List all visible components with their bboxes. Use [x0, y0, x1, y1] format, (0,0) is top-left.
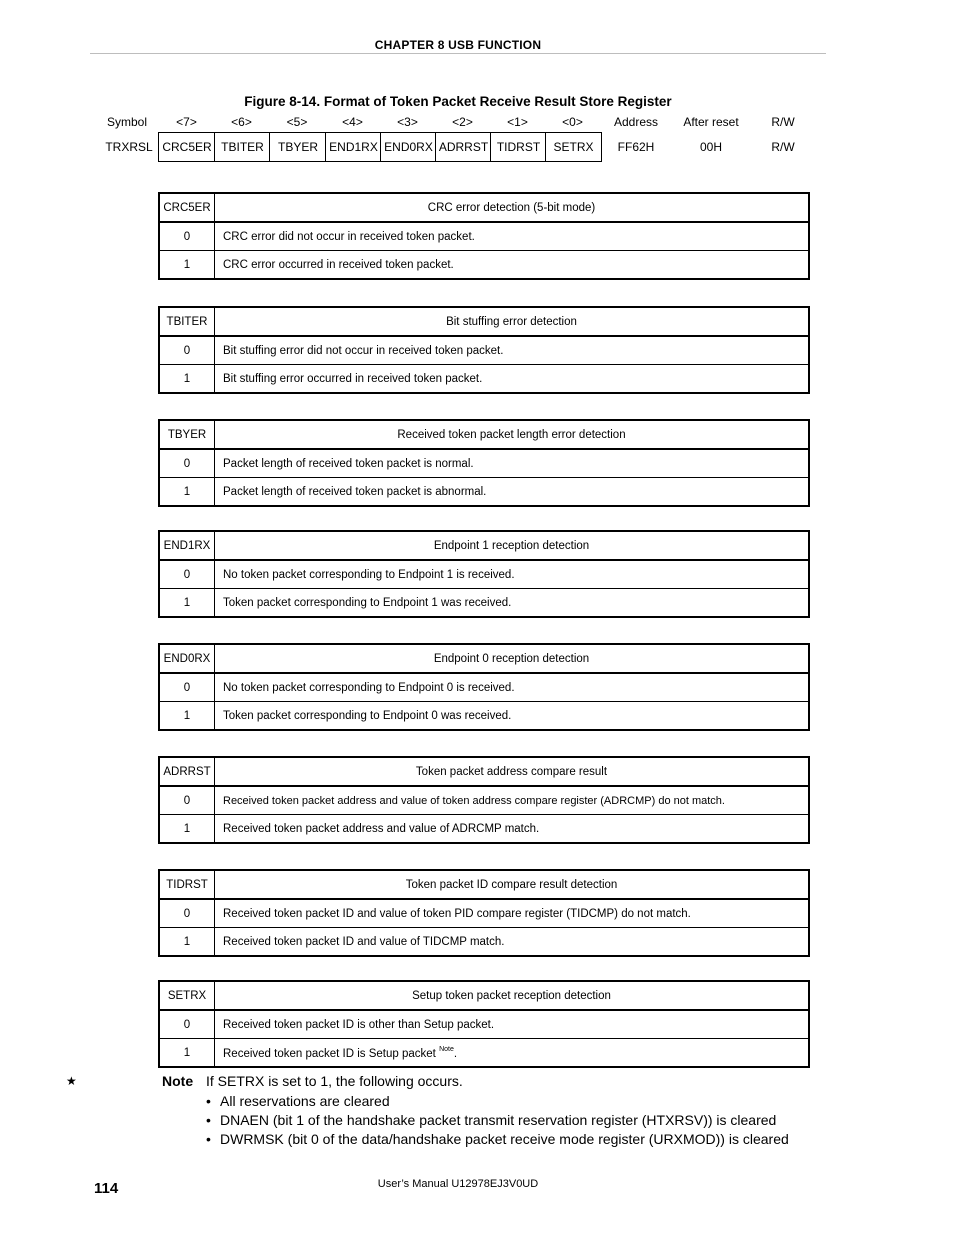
bit-name: ADRRST	[159, 757, 215, 786]
figure-title: Figure 8-14. Format of Token Packet Receive Result Store Register	[244, 94, 672, 109]
label-rw: R/W	[771, 115, 795, 129]
register-bit-cell: SETRX	[545, 132, 602, 162]
bit-description: Token packet ID compare result detection	[215, 870, 810, 899]
register-rw: R/W	[771, 140, 795, 154]
bit-value: 0	[159, 222, 215, 251]
bit-table-tidrst	[158, 869, 810, 957]
bit-description: Bit stuffing error detection	[215, 307, 810, 336]
bit-value: 0	[159, 560, 215, 589]
list-item	[206, 1092, 789, 1111]
bit-meaning: Token packet corresponding to Endpoint 0 was received.	[215, 702, 810, 731]
register-bit-cell: CRC5ER	[158, 132, 215, 162]
bullet-text: DWRMSK (bit 0 of the data/handshake packet receive mode register (URXMOD)) is cleared	[220, 1131, 789, 1147]
register-bit-cell: TBITER	[214, 132, 270, 162]
bit-meaning: Token packet corresponding to Endpoint 1 was received.	[215, 589, 810, 618]
bit-meaning: Packet length of received token packet is normal.	[215, 449, 810, 478]
register-row	[0, 132, 954, 162]
bit-meaning: CRC error occurred in received token packet.	[215, 251, 810, 280]
bit-meaning: Received token packet ID and value of token PID compare register (TIDCMP) do not match.	[215, 899, 810, 928]
bullet-text: DNAEN (bit 1 of the handshake packet transmit reservation register (HTXRSV)) is cleared	[220, 1112, 777, 1128]
label-bit3: <3>	[397, 115, 418, 129]
bit-value: 1	[159, 815, 215, 844]
bullet-icon: •	[206, 1131, 211, 1147]
bit-meaning: Packet length of received token packet is abnormal.	[215, 478, 810, 507]
bit-meaning	[215, 1039, 810, 1068]
label-bit0: <0>	[562, 115, 583, 129]
bit-value: 0	[159, 1010, 215, 1039]
bit-meaning: Bit stuffing error did not occur in received token packet.	[215, 336, 810, 365]
bit-meaning: CRC error did not occur in received token packet.	[215, 222, 810, 251]
bit-table-tbyer	[158, 419, 810, 507]
page-number: 114	[94, 1180, 119, 1197]
label-after-reset: After reset	[683, 115, 739, 129]
note-text: If SETRX is set to 1, the following occurs.	[206, 1073, 463, 1089]
bit-description: Received token packet length error detection	[215, 420, 810, 449]
bit-meaning: Received token packet ID is other than Setup packet.	[215, 1010, 810, 1039]
label-address: Address	[613, 115, 659, 129]
bit-meaning: Received token packet address and value of ADRCMP match.	[215, 815, 810, 844]
label-bit6: <6>	[231, 115, 252, 129]
register-symbol: TRXRSL	[105, 140, 153, 154]
bit-value: 0	[159, 786, 215, 815]
bit-meaning-text: Received token packet ID is Setup packet	[223, 1047, 436, 1060]
register-after-reset: 00H	[699, 140, 722, 154]
register-bit-cell: TBYER	[269, 132, 326, 162]
bit-value: 0	[159, 449, 215, 478]
bit-table-end0rx	[158, 643, 810, 731]
register-bit-cell: END0RX	[380, 132, 436, 162]
list-item	[206, 1111, 789, 1130]
bit-name: TBITER	[159, 307, 215, 336]
bit-meaning: No token packet corresponding to Endpoint 1 is received.	[215, 560, 810, 589]
bit-meaning: Received token packet address and value of token address compare register (ADRCMP) do not match.	[215, 786, 810, 815]
bit-value: 0	[159, 673, 215, 702]
bit-table-end1rx	[158, 530, 810, 618]
note-reference: Note	[439, 1045, 454, 1053]
bit-meaning-period: .	[453, 1047, 458, 1060]
bit-description: Setup token packet reception detection	[215, 981, 810, 1010]
bullet-icon: •	[206, 1112, 211, 1128]
header-rule	[90, 53, 826, 54]
bit-value: 1	[159, 365, 215, 394]
bit-name: END0RX	[159, 644, 215, 673]
bit-value: 1	[159, 478, 215, 507]
register-address: FF62H	[617, 140, 655, 154]
bit-value: 1	[159, 1039, 215, 1068]
bit-meaning: No token packet corresponding to Endpoint 0 is received.	[215, 673, 810, 702]
label-bit4: <4>	[342, 115, 363, 129]
bit-description: Endpoint 0 reception detection	[215, 644, 810, 673]
note-bullet-list	[206, 1092, 789, 1149]
footer-manual-id: User’s Manual U12978EJ3V0UD	[377, 1178, 539, 1190]
register-labels-row	[0, 115, 954, 131]
label-bit1: <1>	[507, 115, 528, 129]
bullet-text: All reservations are cleared	[220, 1093, 390, 1109]
register-bit-cell: END1RX	[325, 132, 381, 162]
label-symbol: Symbol	[106, 115, 147, 129]
bit-description: Endpoint 1 reception detection	[215, 531, 810, 560]
bit-name: END1RX	[159, 531, 215, 560]
bit-value: 1	[159, 702, 215, 731]
register-bit-cell: ADRRST	[435, 132, 491, 162]
bit-name: TIDRST	[159, 870, 215, 899]
revision-star-icon: ★	[66, 1074, 77, 1088]
bit-value: 0	[159, 336, 215, 365]
bit-table-tbiter	[158, 306, 810, 394]
bit-name: CRC5ER	[159, 193, 215, 222]
list-item	[206, 1130, 789, 1149]
label-bit2: <2>	[452, 115, 473, 129]
label-bit5: <5>	[286, 115, 308, 129]
bit-name: SETRX	[159, 981, 215, 1010]
chapter-header: CHAPTER 8 USB FUNCTION	[374, 38, 542, 52]
bit-description: CRC error detection (5-bit mode)	[215, 193, 810, 222]
bit-table-setrx	[158, 980, 810, 1068]
bullet-icon: •	[206, 1093, 211, 1109]
bit-table-crc5er	[158, 192, 810, 280]
bit-meaning: Bit stuffing error occurred in received token packet.	[215, 365, 810, 394]
bit-description: Token packet address compare result	[215, 757, 810, 786]
bit-value: 0	[159, 899, 215, 928]
bit-table-adrrst	[158, 756, 810, 844]
bit-value: 1	[159, 251, 215, 280]
bit-value: 1	[159, 589, 215, 618]
register-bit-cell: TIDRST	[490, 132, 546, 162]
bit-meaning: Received token packet ID and value of TIDCMP match.	[215, 928, 810, 957]
label-bit7: <7>	[176, 115, 197, 129]
note-label: Note	[162, 1073, 194, 1089]
bit-value: 1	[159, 928, 215, 957]
bit-name: TBYER	[159, 420, 215, 449]
